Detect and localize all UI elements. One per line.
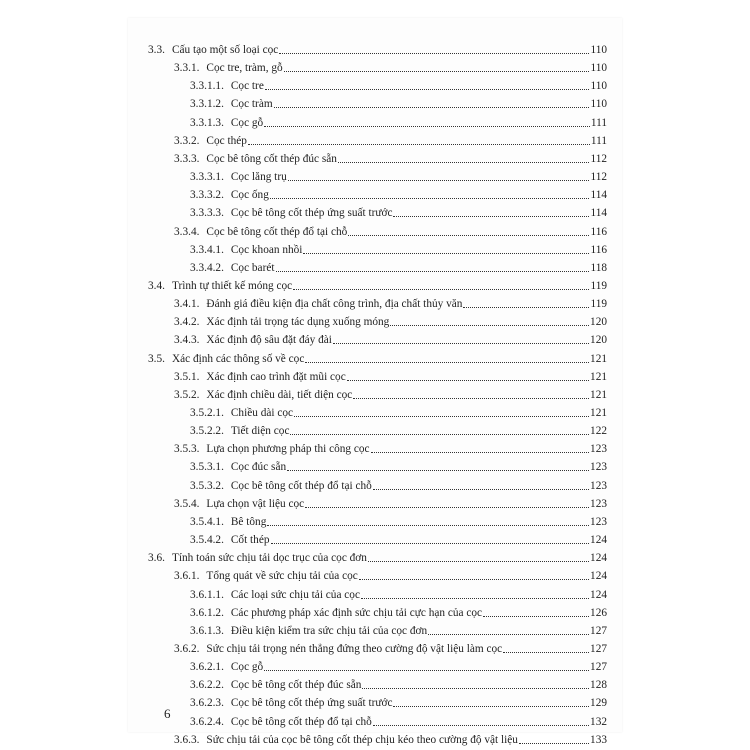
toc-leader-dots	[305, 507, 589, 508]
toc-leader-dots	[463, 307, 589, 308]
toc-entry-title: Cọc bê tông cốt thép đổ tại chỗ	[230, 715, 372, 728]
toc-entry-title: Cọc thép	[206, 134, 247, 147]
toc-leader-dots	[279, 53, 589, 54]
toc-entry-title: Trình tự thiết kế móng cọc	[171, 279, 293, 292]
toc-entry	[174, 495, 607, 511]
toc-entry-number: 3.6.1.1.	[190, 588, 224, 601]
toc-entry-title: Cọc bê tông cốt thép ứng suất trước	[230, 697, 393, 710]
toc-leader-dots	[519, 743, 589, 744]
toc-entry	[190, 513, 607, 529]
toc-entry-number: 3.6.2.4.	[190, 715, 224, 728]
toc-entry	[190, 114, 607, 130]
toc-entry-title: Xác định độ sâu đặt đáy đài	[206, 334, 332, 347]
toc-entry-number: 3.3.3.2.	[190, 189, 224, 202]
toc-entry-number: 3.6.2.	[174, 642, 200, 655]
toc-leader-dots	[290, 434, 589, 435]
toc-entry-number: 3.5.4.	[174, 497, 200, 510]
toc-entry-page: 123	[590, 443, 607, 456]
toc-entry-page: 123	[590, 515, 607, 528]
toc-entry-title: Lựa chọn phương pháp thi công cọc	[206, 443, 370, 456]
toc-entry	[174, 640, 607, 656]
toc-entry-page: 124	[590, 552, 607, 565]
toc-entry-page: 120	[590, 334, 607, 347]
toc-leader-dots	[293, 289, 589, 290]
toc-entry-number: 3.4.3.	[174, 334, 200, 347]
toc-entry-number: 3.5.4.2.	[190, 534, 224, 547]
toc-entry-page: 111	[590, 134, 607, 147]
toc-entry	[174, 313, 607, 329]
toc-entry	[174, 386, 607, 402]
toc-entry	[190, 95, 607, 111]
toc-leader-dots	[368, 561, 589, 562]
toc-entry-title: Chiều dài cọc	[230, 407, 294, 419]
toc-entry-page: 126	[590, 606, 607, 619]
toc-entry-title: Cọc khoan nhồi	[230, 243, 303, 256]
toc-leader-dots	[362, 688, 589, 689]
toc-leader-dots	[294, 416, 589, 417]
toc-entry-page: 128	[590, 679, 607, 692]
toc-leader-dots	[305, 362, 589, 363]
toc-leader-dots	[265, 89, 590, 90]
toc-entry-page: 127	[590, 642, 607, 655]
toc-entry-number: 3.6.2.1.	[190, 661, 224, 674]
toc-entry-number: 3.3.4.1.	[190, 243, 224, 256]
toc-entry-title: Cọc bê tông cốt thép đổ tại chỗ	[206, 225, 348, 238]
toc-entry	[190, 658, 607, 674]
toc-entry-title: Bê tông	[230, 515, 267, 528]
toc-entry-number: 3.5.2.2.	[190, 425, 224, 438]
toc-entry-title: Lựa chọn vật liệu cọc	[206, 497, 305, 510]
toc-entry-number: 3.6.	[148, 552, 165, 565]
toc-entry-page: 119	[590, 298, 607, 311]
toc-entry-title: Cọc lăng trụ	[230, 171, 287, 184]
toc-entry	[174, 368, 607, 384]
toc-entry-number: 3.6.1.3.	[190, 624, 224, 637]
toc-entry	[148, 549, 607, 565]
toc-entry-page: 121	[590, 407, 607, 419]
toc-entry-page: 127	[590, 661, 607, 674]
toc-leader-dots	[303, 253, 589, 254]
toc-entry-number: 3.3.1.3.	[190, 116, 224, 129]
toc-leader-dots	[284, 71, 590, 72]
toc-entry	[190, 168, 607, 184]
toc-entry-page: 110	[590, 62, 607, 75]
toc-leader-dots	[347, 380, 589, 381]
toc-leader-dots	[338, 162, 590, 163]
toc-entry	[174, 731, 607, 747]
toc-entry	[190, 77, 607, 93]
toc-entry	[190, 694, 607, 710]
toc-entry	[190, 676, 607, 692]
toc-entry	[174, 567, 607, 583]
toc-entry-title: Tổng quát về sức chịu tải của cọc	[206, 570, 358, 583]
toc-entry	[174, 331, 607, 347]
toc-entry-page: 123	[590, 479, 607, 492]
toc-entry-number: 3.5.2.	[174, 388, 200, 401]
toc-entry-page: 124	[590, 588, 607, 601]
toc-entry-page: 121	[590, 388, 607, 401]
toc-entry-number: 3.3.4.	[174, 225, 200, 238]
toc-entry-page: 114	[590, 189, 607, 202]
toc-leader-dots	[348, 235, 589, 236]
toc-entry-title: Cọc barét	[230, 261, 275, 274]
toc-leader-dots	[503, 652, 589, 653]
toc-leader-dots	[274, 107, 590, 108]
toc-entry	[174, 132, 607, 148]
toc-entry	[190, 259, 607, 275]
toc-entry-number: 3.3.3.1.	[190, 171, 224, 184]
toc-entry-title: Tiết diện cọc	[230, 425, 290, 438]
toc-entry-number: 3.5.3.2.	[190, 479, 224, 492]
toc-entry-page: 110	[590, 44, 607, 56]
toc-entry-page: 114	[590, 207, 607, 220]
toc-entry-title: Đánh giá điều kiện địa chất công trình, địa chất thủy văn	[206, 298, 463, 311]
toc-entry-title: Xác định các thông số về cọc	[171, 352, 305, 365]
toc-entry	[190, 186, 607, 202]
toc-leader-dots	[393, 706, 589, 707]
toc-leader-dots	[270, 198, 590, 199]
toc-leader-dots	[353, 398, 589, 399]
toc-entry-title: Cọc tre	[230, 80, 264, 93]
toc-entry	[174, 295, 607, 311]
toc-entry-page: 123	[590, 461, 607, 474]
toc-entry-number: 3.3.3.	[174, 152, 200, 165]
toc-entry	[174, 59, 607, 75]
toc-entry-page: 133	[590, 733, 607, 746]
toc-entry	[190, 713, 607, 729]
toc-entry-title: Cọc bê tông cốt thép ứng suất trước	[230, 207, 393, 220]
toc-leader-dots	[393, 216, 589, 217]
toc-entry	[190, 531, 607, 547]
toc-entry	[174, 150, 607, 166]
toc-entry-title: Cọc bê tông cốt thép đổ tại chỗ	[230, 479, 372, 492]
toc-entry-number: 3.3.4.2.	[190, 261, 224, 274]
toc-entry-number: 3.4.	[148, 279, 165, 292]
toc-entry-page: 118	[590, 261, 607, 274]
toc-entry-page: 111	[590, 116, 607, 129]
toc-leader-dots	[267, 525, 589, 526]
toc-entry-page: 119	[590, 279, 607, 292]
toc-entry-number: 3.5.3.1.	[190, 461, 224, 474]
toc-entry-page: 112	[590, 152, 607, 165]
toc-entry-number: 3.3.1.2.	[190, 98, 224, 111]
toc-entry-page: 123	[590, 497, 607, 510]
toc-entry	[174, 223, 607, 239]
toc-leader-dots	[373, 725, 589, 726]
toc-entry-title: Cọc tre, tràm, gỗ	[206, 62, 283, 75]
toc-entry-number: 3.6.2.3.	[190, 697, 224, 710]
toc-entry-title: Tính toán sức chịu tải dọc trục của cọc đơn	[171, 552, 367, 565]
toc-entry-number: 3.3.	[148, 44, 165, 56]
toc-entry-title: Cấu tạo một số loại cọc	[171, 44, 279, 56]
toc-entry-number: 3.3.1.	[174, 62, 200, 75]
toc-entry-title: Xác định chiều dài, tiết diện cọc	[206, 388, 353, 401]
toc-entry-page: 124	[590, 534, 607, 547]
toc-entry-number: 3.6.1.2.	[190, 606, 224, 619]
toc-entry-title: Cọc tràm	[230, 98, 273, 111]
toc-entry-title: Cọc gỗ	[230, 661, 264, 674]
toc-entry-page: 132	[590, 715, 607, 728]
toc-entry	[190, 586, 607, 602]
toc-entry-page: 116	[590, 243, 607, 256]
toc-entry-number: 3.5.	[148, 352, 165, 365]
toc-leader-dots	[359, 579, 589, 580]
toc-leader-dots	[271, 543, 590, 544]
toc-leader-dots	[264, 670, 589, 671]
toc-entry-title: Các phương pháp xác định sức chịu tải cực hạn của cọc	[230, 606, 483, 619]
toc-entry	[190, 422, 607, 438]
toc-entry-title: Các loại sức chịu tải của cọc	[230, 588, 360, 601]
toc-leader-dots	[361, 598, 589, 599]
toc-entry	[190, 477, 607, 493]
toc-entry-number: 3.5.4.1.	[190, 515, 224, 528]
toc-leader-dots	[333, 343, 589, 344]
toc-leader-dots	[483, 616, 589, 617]
toc-entry	[190, 204, 607, 220]
toc-entry	[148, 350, 607, 366]
toc-leader-dots	[264, 126, 590, 127]
toc-entry-page: 122	[590, 425, 607, 438]
toc-entry-title: Cọc gỗ	[230, 116, 264, 129]
toc-entry-page: 110	[590, 80, 607, 93]
toc-entry-number: 3.3.1.1.	[190, 80, 224, 93]
toc-entry	[148, 277, 607, 293]
toc-entry-page: 121	[590, 370, 607, 383]
toc-entry-title: Xác định cao trình đặt mũi cọc	[206, 370, 346, 383]
toc-leader-dots	[428, 634, 589, 635]
page-number: 6	[164, 706, 171, 721]
toc-entry-page: 112	[590, 171, 607, 184]
toc-entry-title: Xác định tải trọng tác dụng xuống móng	[206, 316, 390, 329]
toc-entry	[190, 604, 607, 620]
toc-entry-page: 121	[590, 352, 607, 365]
toc-entry-page: 120	[590, 316, 607, 329]
toc-entry	[174, 440, 607, 456]
toc-entry-title: Cốt thép	[230, 534, 270, 547]
toc-entry-page: 127	[590, 624, 607, 637]
toc-leader-dots	[371, 452, 589, 453]
toc-entry-title: Điều kiện kiểm tra sức chịu tải của cọc đơn	[230, 624, 428, 637]
toc-entry	[190, 458, 607, 474]
toc-entry-page: 124	[590, 570, 607, 583]
toc-leader-dots	[288, 180, 590, 181]
toc-entry	[190, 622, 607, 638]
toc-entry-number: 3.6.2.2.	[190, 679, 224, 692]
toc-entry-title: Cọc bê tông cốt thép đúc sẵn	[206, 152, 337, 165]
toc-entry-page: 129	[590, 697, 607, 710]
toc-leader-dots	[287, 470, 589, 471]
toc-entry-title: Cọc đúc sẵn	[230, 461, 287, 474]
toc-entry-title: Cọc ống	[230, 189, 269, 202]
toc-entry-number: 3.5.2.1.	[190, 407, 224, 419]
toc-leader-dots	[248, 144, 590, 145]
toc-entry-number: 3.3.2.	[174, 134, 200, 147]
toc-entry-number: 3.3.3.3.	[190, 207, 224, 220]
toc-entry-number: 3.4.1.	[174, 298, 200, 311]
toc-entry-page: 110	[590, 98, 607, 111]
toc-entry	[148, 41, 607, 57]
toc-entry-number: 3.4.2.	[174, 316, 200, 329]
toc-entry-title: Sức chịu tải trọng nén thẳng đứng theo cường độ vật liệu làm cọc	[206, 642, 503, 655]
toc-entry	[190, 404, 607, 420]
toc-leader-dots	[390, 325, 589, 326]
toc-entry-number: 3.6.1.	[174, 570, 200, 583]
toc-entry-number: 3.5.3.	[174, 443, 200, 456]
toc-entry-number: 3.5.1.	[174, 370, 200, 383]
toc-entry-page: 116	[590, 225, 607, 238]
toc-entry-number: 3.6.3.	[174, 733, 200, 746]
toc-leader-dots	[373, 489, 589, 490]
toc-entry	[190, 241, 607, 257]
toc-entry-title: Cọc bê tông cốt thép đúc sẵn	[230, 679, 362, 692]
toc-entry-title: Sức chịu tải của cọc bê tông cốt thép chịu kéo theo cường độ vật liệu	[206, 733, 518, 746]
toc-leader-dots	[276, 271, 590, 272]
